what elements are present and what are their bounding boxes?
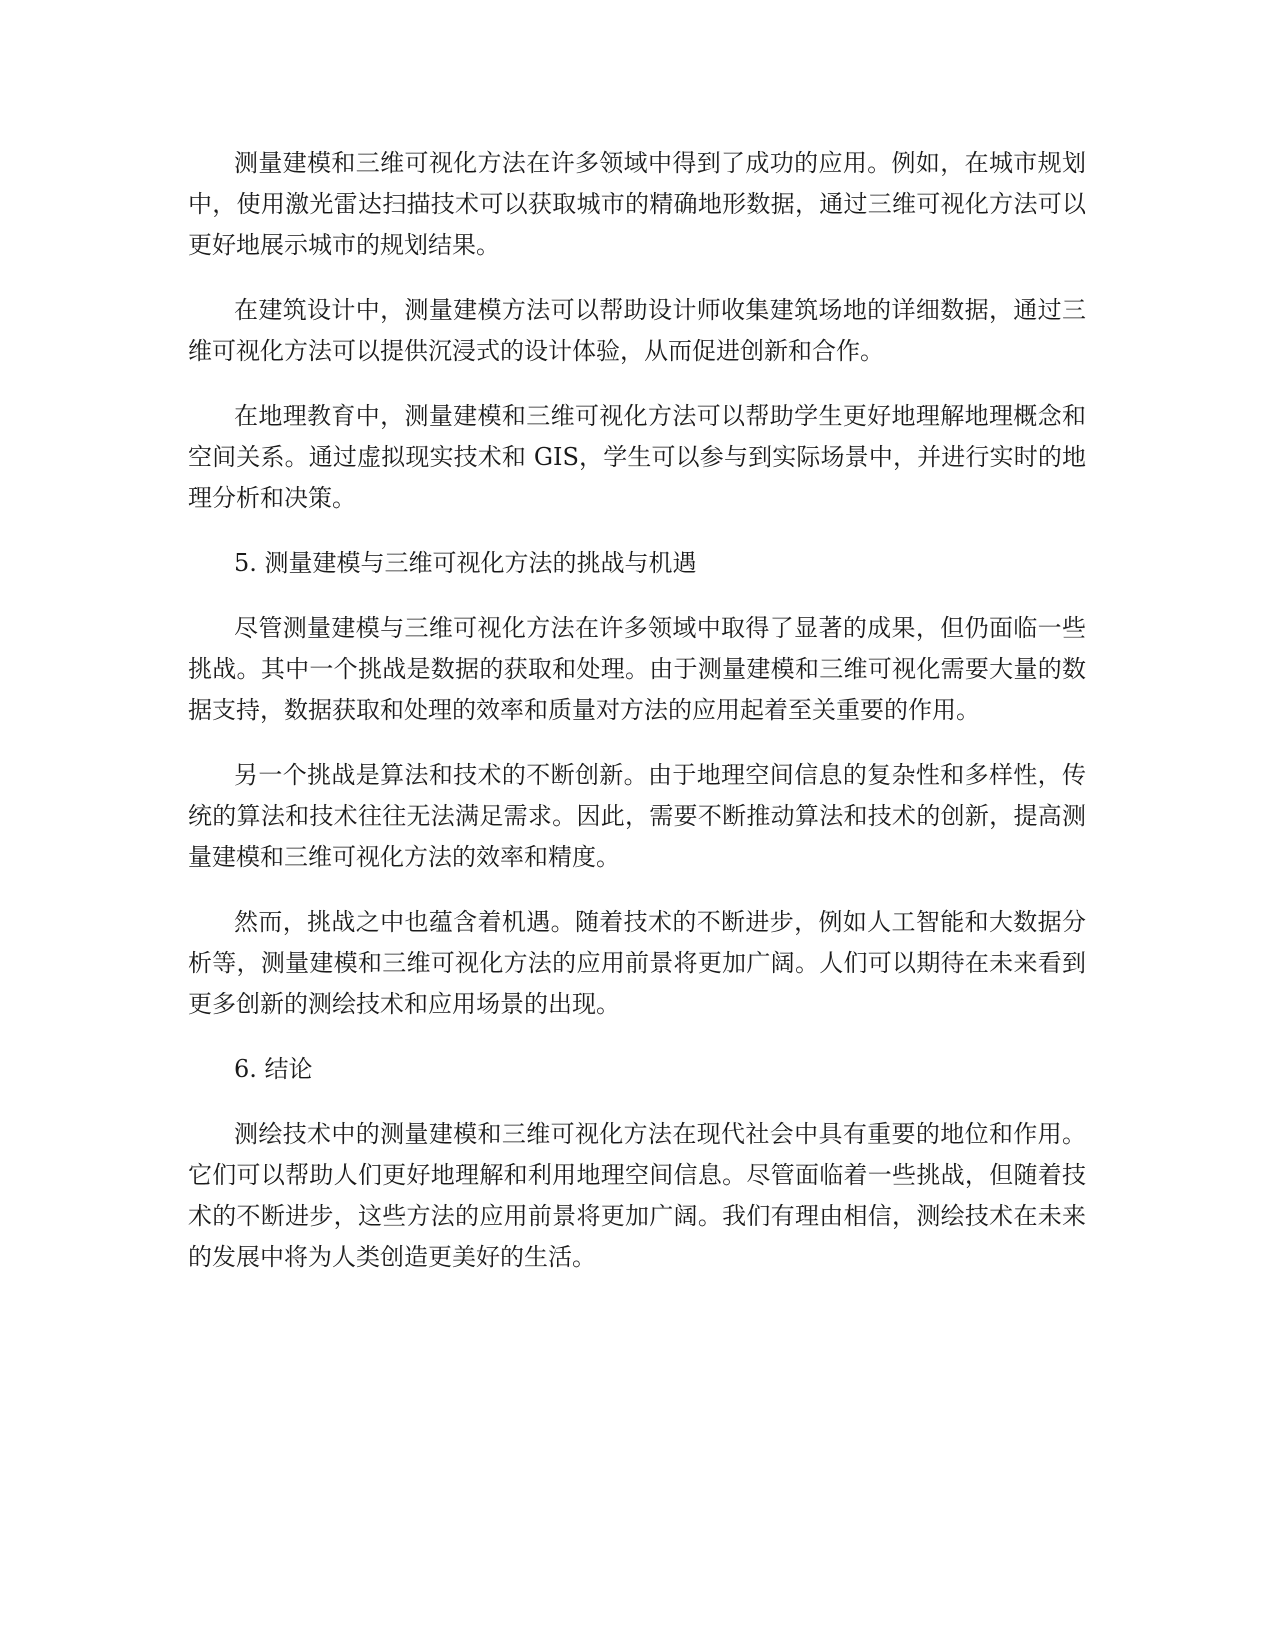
paragraph-geography-education: 在地理教育中，测量建模和三维可视化方法可以帮助学生更好地理解地理概念和空间关系。通过虚拟现实技术和 GIS，学生可以参与到实际场景中，并进行实时的地理分析和决策。	[188, 402, 1086, 512]
paragraph-applications-urban-planning: 测量建模和三维可视化方法在许多领域中得到了成功的应用。例如，在城市规划中，使用激光雷达扫描技术可以获取城市的精确地形数据，通过三维可视化方法可以更好地展示城市的规划结果。	[188, 149, 1086, 259]
document-body	[188, 143, 1086, 1302]
paragraph-opportunities: 然而，挑战之中也蕴含着机遇。随着技术的不断进步，例如人工智能和大数据分析等，测量建模和三维可视化方法的应用前景将更加广阔。人们可以期待在未来看到更多创新的测绘技术和应用场景的出现。	[188, 908, 1086, 1018]
section-heading-challenges: 5. 测量建模与三维可视化方法的挑战与机遇	[234, 549, 697, 577]
section-heading-conclusion: 6. 结论	[234, 1055, 313, 1083]
paragraph-architecture-design: 在建筑设计中，测量建模方法可以帮助设计师收集建筑场地的详细数据，通过三维可视化方法可以提供沉浸式的设计体验，从而促进创新和合作。	[188, 296, 1086, 365]
paragraph-conclusion: 测绘技术中的测量建模和三维可视化方法在现代社会中具有重要的地位和作用。它们可以帮助人们更好地理解和利用地理空间信息。尽管面临着一些挑战，但随着技术的不断进步，这些方法的应用前景将更加广阔。我们有理由相信，测绘技术在未来的发展中将为人类创造更美好的生活。	[188, 1120, 1086, 1271]
paragraph-challenge-algorithms: 另一个挑战是算法和技术的不断创新。由于地理空间信息的复杂性和多样性，传统的算法和技术往往无法满足需求。因此，需要不断推动算法和技术的创新，提高测量建模和三维可视化方法的效率和精度。	[188, 761, 1086, 871]
paragraph-challenge-data: 尽管测量建模与三维可视化方法在许多领域中取得了显著的成果，但仍面临一些挑战。其中一个挑战是数据的获取和处理。由于测量建模和三维可视化需要大量的数据支持，数据获取和处理的效率和质量对方法的应用起着至关重要的作用。	[188, 614, 1086, 724]
